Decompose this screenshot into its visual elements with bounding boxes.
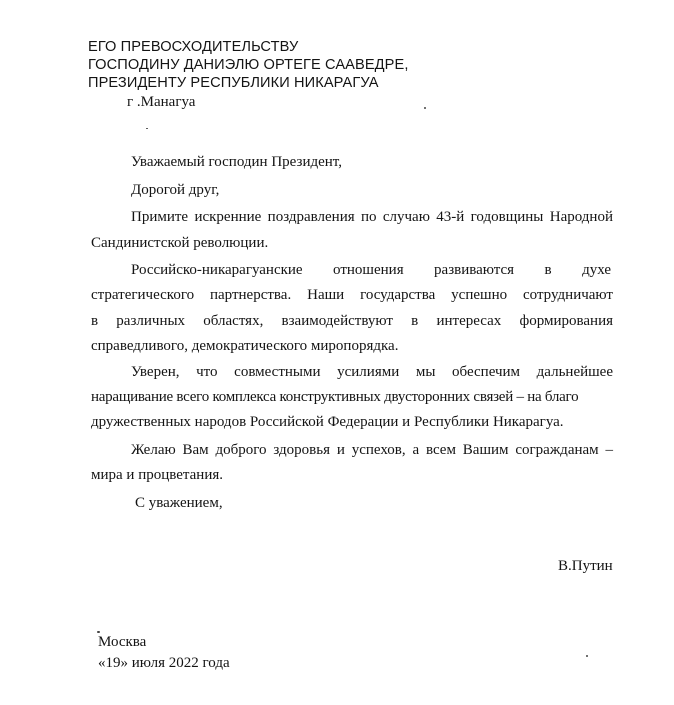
scan-speck xyxy=(146,128,148,129)
addressee-line-2: ГОСПОДИНУ ДАНИЭЛЮ ОРТЕГЕ СААВЕДРЕ, xyxy=(88,57,409,73)
paragraph-1-line-2: Сандинистской революции. xyxy=(91,235,269,251)
paragraph-2-line-1: Российско-никарагуанские отношения развиваются в духе xyxy=(131,262,611,278)
paragraph-2-line-2: стратегического партнерства. Наши государства успешно сотрудничают xyxy=(91,287,613,303)
city: г .Манагуа xyxy=(127,94,196,110)
place-and-date xyxy=(98,632,230,674)
paragraph-4-line-1: Желаю Вам доброго здоровья и успехов, а всем Вашим согражданам – xyxy=(131,442,613,458)
addressee-line-3: ПРЕЗИДЕНТУ РЕСПУБЛИКИ НИКАРАГУА xyxy=(88,75,379,91)
addressee-block xyxy=(88,38,409,92)
closing: С уважением, xyxy=(135,495,223,511)
salutation-2: Дорогой друг, xyxy=(131,182,220,198)
paragraph-3-line-1: Уверен, что совместными усилиями мы обеспечим дальнейшее xyxy=(131,364,613,380)
letter-body xyxy=(91,150,613,530)
place: Москва xyxy=(98,634,147,650)
scan-speck xyxy=(586,655,588,657)
signature: В.Путин xyxy=(558,558,613,574)
addressee-line-1: ЕГО ПРЕВОСХОДИТЕЛЬСТВУ xyxy=(88,39,299,55)
salutation-1: Уважаемый господин Президент, xyxy=(131,154,342,170)
paragraph-4-line-2: мира и процветания. xyxy=(91,467,224,483)
paragraph-2-line-3: в различных областях, взаимодействуют в интересах формирования xyxy=(91,313,613,329)
paragraph-1-line-1: Примите искренние поздравления по случаю 43-й годовщины Народной xyxy=(131,209,613,225)
date: «19» июля 2022 года xyxy=(98,655,230,671)
paragraph-3-line-3: дружественных народов Российской Федерации и Республики Никарагуа. xyxy=(91,414,564,430)
paragraph-2-line-4: справедливого, демократического миропорядка. xyxy=(91,338,399,354)
scan-speck xyxy=(424,107,426,109)
paragraph-3-line-2: наращивание всего комплекса конструктивных двусторонних связей – на благо xyxy=(91,389,579,405)
